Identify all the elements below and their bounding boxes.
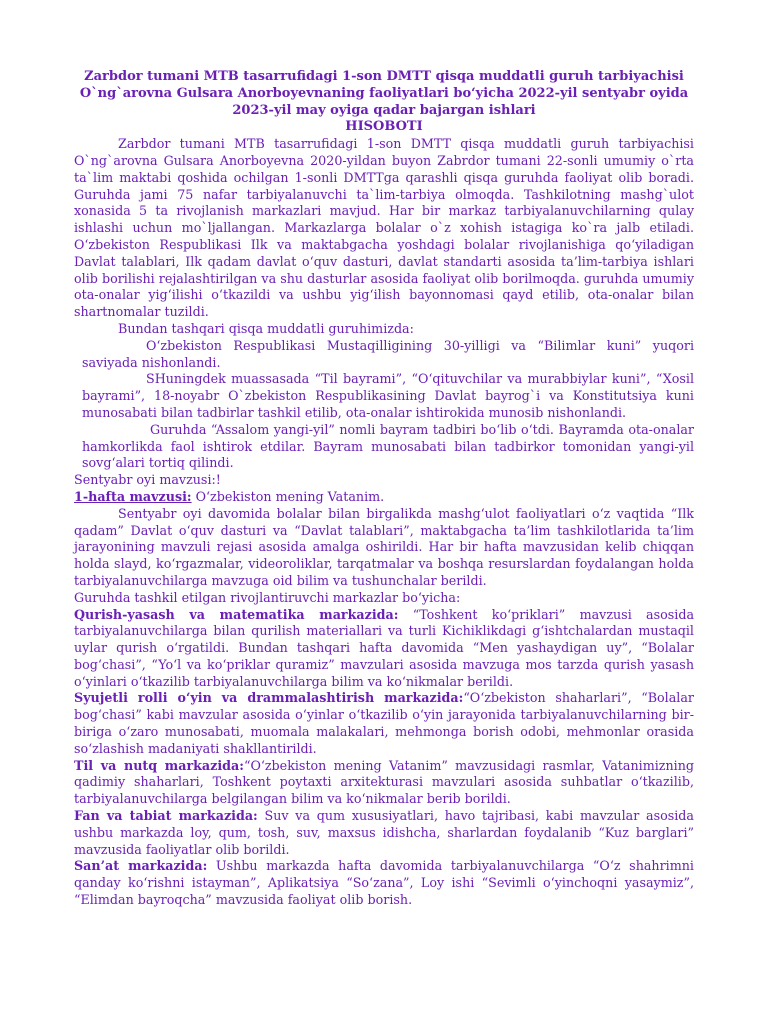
yangi-yil-paragraph: Guruhda “Assalom yangi-yil” nomli bayram tadbiri bo‘lib o‘tdi. Bayramda ota-onalar hamkorlikda faol ishtirok etdilar. Bayram munosabati bilan tadbirkor tomonidan yangi-yil sovg‘alari tortiq qilindi.: [82, 421, 694, 471]
til-paragraph: [74, 758, 694, 808]
document-title: [74, 69, 694, 136]
document-page: [74, 69, 694, 909]
bundan-paragraph: Bundan tashqari qisqa muddatli guruhimizda:: [118, 320, 414, 336]
guruhda-tashkil-paragraph: Guruhda tashkil etilgan rivojlantiruvchi markazlar bo‘yicha:: [74, 589, 461, 605]
syujetli-text: “O‘zbekiston shaharlari”, “Bolalar bog‘chasi” kabi mavzular asosida o‘yinlar o‘tkazilib o‘yin jarayonida tarbiyalanuvchilarning bir-biriga o‘zaro munosabati, muomala malakalari, mehmonga borish odobi, mehmonlar orasida so‘zlashish madaniyati shakllantirildi.: [74, 690, 694, 756]
syujetli-label: Syujetli rolli o‘yin va drammalashtirish markazida:: [74, 690, 464, 706]
qurish-text: “Toshkent ko‘priklari” mavzusi asosida tarbiyalanuvchilarga bilan qurilish materiallari va turli Kichiklikdagi g‘ishtchalardan mustaqil uylar qurish o‘rgatildi. Bundan tashqari hafta davomida “Men yashaydigan uy”, “Bolalar bog‘chasi”, “Yo‘l va ko‘priklar quramiz” mavzulari asosida mavzuga mos tarzda qurish yasash o‘yinlari o‘tkazilib tarbiyalanuvchilarga bilim va ko‘nikmalar berildi.: [74, 606, 695, 689]
fan-paragraph: [74, 808, 694, 858]
sentyabr-mavzusi: Sentyabr oyi mavzusi:!: [74, 472, 221, 488]
intro-paragraph: Zarbdor tumani MTB tasarrufidagi 1-son DMTT qisqa muddatli guruh tarbiyachisi O`ng`arovna Gulsara Anorboyevna 2020-yildan buyon Zabrdor tumani 22-sonli umumiy o`rta ta`lim maktabi qoshida ochilgan 1-sonli DMTTga qarashli qisqa guruhda faoliyat olib boradi. Guruhda jami 75 nafar tarbiyalanuvchi ta`lim-tarbiya olmoqda. Tashkilotning mashg`ulot xonasida 5 ta rivojlanish markazlari mavjud. Har bir markaz tarbiyalanuvchilarning qulay ishlashi uchun mo`ljallangan. Markazlarga bolalar o`z xohish istagiga ko`ra jalb etiladi. O‘zbekiston Respublikasi Ilk va maktabgacha yoshdagi bolalar rivojlanishiga qo‘yiladigan Davlat talablari, Ilk qadam davlat o‘quv dasturi, davlat standarti asosida ta’lim-tarbiya ishlari olib borilishi rejalashtirilgan va shu dasturlar asosida faoliyat olib borilmoqda. guruhda umumiy ota-onalar yig‘ilishi o‘tkazildi va ushbu yig‘ilish bayonnomasi qayd etilib, ota-onalar bilan shartnomalar tuzildi.: [74, 136, 694, 320]
sanat-label: San’at markazida:: [74, 858, 208, 874]
sentyabr-davomida-paragraph: Sentyabr oyi davomida bolalar bilan birgalikda mashg‘ulot faoliyatlari o‘z vaqtida “Ilk qadam” Davlat o‘quv dasturi va “Davlat talablari”, maktabgacha ta’lim tashkilotlarida ta’lim jarayonining mavzuli rejasi asosida amalga oshirildi. Har bir hafta mavzusidan kelib chiqqan holda slayd, ko‘rgazmalar, videoroliklar, tarqatmalar va boshqa resurslardan foydalangan holda tarbiyalanuvchilarga mavzuga oid bilim va tushunchalar berildi.: [74, 505, 694, 588]
mustaqillik-paragraph: O‘zbekiston Respublikasi Mustaqilligining 30-yilligi va “Bilimlar kuni” yuqori saviyada nishonlandi.: [82, 337, 694, 370]
hafta-1-paragraph: [74, 489, 694, 506]
qurish-paragraph: [74, 607, 694, 691]
title-line-3: 2023-yil may oyiga qadar bajargan ishlari: [232, 102, 536, 118]
til-text: “O‘zbekiston mening Vatanim” mavzusidagi rasmlar, Vatanimizning qadimiy shaharlari, Toshkent poytaxti arxitekturasi mavzulari asosida suhbatlar o‘tkazilib, tarbiyalanuvchilarga belgilangan bilim va ko‘nikmalar berib borildi.: [74, 757, 694, 807]
muassasa-paragraph: SHuningdek muassasada “Til bayrami”, “O‘qituvchilar va murabbiylar kuni”, “Xosil bayrami”, 18-noyabr O`zbekiston Respublikasining Davlat bayrog`i va Konstitutsiya kuni munosabati bilan tadbirlar tashkil etilib, ota-onalar ishtirokida munosib nishonlandi.: [82, 371, 694, 420]
sanat-paragraph: [74, 858, 694, 908]
title-line-2: O`ng`arovna Gulsara Anorboyevnaning faoliyatlari bo‘yicha 2022-yil sentyabr oyida: [79, 85, 689, 101]
til-label: Til va nutq markazida:: [74, 757, 244, 773]
fan-label: Fan va tabiat markazida:: [74, 808, 258, 824]
title-line-4: HISOBOTI: [345, 119, 423, 135]
qurish-label: Qurish-yasash va matematika markazida:: [74, 606, 399, 622]
hafta-1-text: O‘zbekiston mening Vatanim.: [191, 488, 385, 504]
sanat-text: Ushbu markazda hafta davomida tarbiyalanuvchilarga “O‘z shahrimni qanday ko‘rishni istayman”, Aplikatsiya “So‘zana”, Loy ishi “Sevimli o‘yinchoqni yasaymiz”, “Elimdan bayroqcha” mavzusida faoliyat olib borish.: [74, 858, 694, 908]
title-line-1: Zarbdor tumani MTB tasarrufidagi 1-son DMTT qisqa muddatli guruh tarbiyachisi: [84, 69, 684, 84]
fan-text: Suv va qum xususiyatlari, havo tajribasi, kabi mavzular asosida ushbu markazda loy, qum, tosh, suv, maxsus idishcha, sharlardan foydalanib “Kuz barglari” mavzusida faoliyatlar olib borildi.: [74, 808, 694, 857]
hafta-1-label: 1-hafta mavzusi:: [74, 488, 192, 504]
syujetli-paragraph: [74, 690, 694, 757]
